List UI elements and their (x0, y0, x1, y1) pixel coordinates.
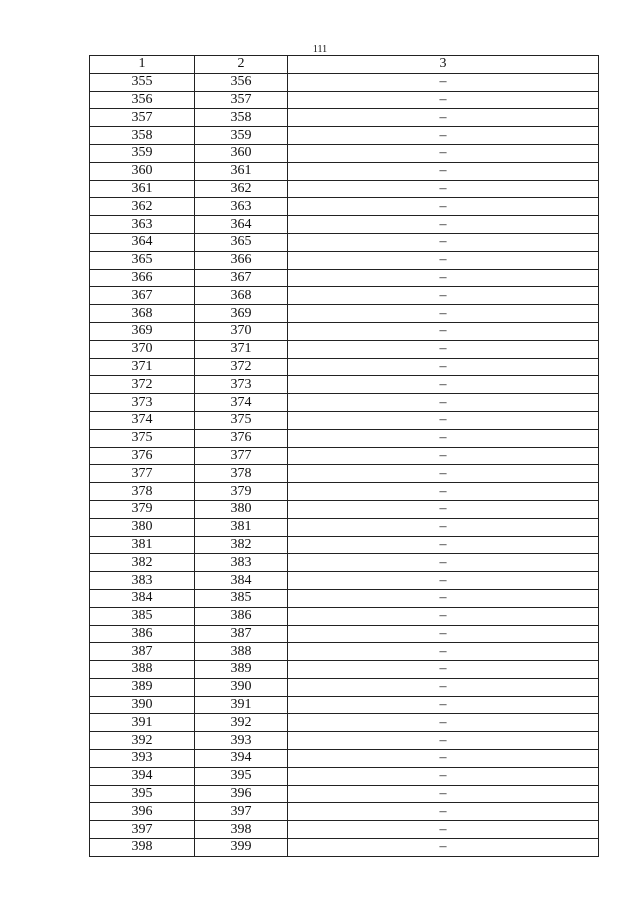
table-row (90, 447, 599, 465)
table-cell-col3: – (288, 251, 599, 269)
table-row (90, 144, 599, 162)
table-cell-col3: – (288, 821, 599, 839)
table-cell-col2: 381 (195, 518, 288, 536)
table-cell-col1: 383 (90, 572, 195, 590)
table-body (90, 73, 599, 856)
table-cell-col1: 388 (90, 661, 195, 679)
table-row (90, 322, 599, 340)
table-cell-col2: 397 (195, 803, 288, 821)
table-cell-col3: – (288, 572, 599, 590)
table-cell-col3: – (288, 678, 599, 696)
table-cell-col2: 363 (195, 198, 288, 216)
table-cell-col2: 392 (195, 714, 288, 732)
table-cell-col2: 372 (195, 358, 288, 376)
table-cell-col1: 376 (90, 447, 195, 465)
table-row (90, 376, 599, 394)
table-cell-col3: – (288, 803, 599, 821)
table-cell-col1: 359 (90, 144, 195, 162)
table-row (90, 411, 599, 429)
table-cell-col3: – (288, 750, 599, 768)
table-row (90, 162, 599, 180)
table-cell-col2: 396 (195, 785, 288, 803)
table-cell-col2: 361 (195, 162, 288, 180)
table-row (90, 518, 599, 536)
table-cell-col3: – (288, 429, 599, 447)
table-cell-col2: 391 (195, 696, 288, 714)
table-cell-col3: – (288, 714, 599, 732)
table-row (90, 233, 599, 251)
table-cell-col1: 395 (90, 785, 195, 803)
table-cell-col1: 382 (90, 554, 195, 572)
table-cell-col1: 361 (90, 180, 195, 198)
table-row (90, 572, 599, 590)
table-cell-col3: – (288, 216, 599, 234)
table-cell-col1: 358 (90, 127, 195, 145)
table-row (90, 127, 599, 145)
table-cell-col2: 379 (195, 483, 288, 501)
table-cell-col1: 375 (90, 429, 195, 447)
table-cell-col1: 394 (90, 767, 195, 785)
table-cell-col2: 360 (195, 144, 288, 162)
table-row (90, 678, 599, 696)
table-cell-col1: 355 (90, 73, 195, 91)
table-cell-col3: – (288, 465, 599, 483)
table-cell-col3: – (288, 305, 599, 323)
table-cell-col2: 367 (195, 269, 288, 287)
table-cell-col2: 386 (195, 607, 288, 625)
table-row (90, 269, 599, 287)
table-row (90, 500, 599, 518)
table-row (90, 394, 599, 412)
table-cell-col1: 374 (90, 411, 195, 429)
table-cell-col3: – (288, 643, 599, 661)
column-header-3: 3 (288, 56, 599, 74)
column-header-1: 1 (90, 56, 195, 74)
table-row (90, 750, 599, 768)
table-cell-col1: 381 (90, 536, 195, 554)
table-cell-col3: – (288, 661, 599, 679)
table-row (90, 305, 599, 323)
table-cell-col2: 380 (195, 500, 288, 518)
table-cell-col3: – (288, 144, 599, 162)
table-row (90, 251, 599, 269)
table-row (90, 483, 599, 501)
table-cell-col1: 391 (90, 714, 195, 732)
table-cell-col3: – (288, 269, 599, 287)
table-cell-col2: 356 (195, 73, 288, 91)
table-row (90, 732, 599, 750)
table-cell-col2: 357 (195, 91, 288, 109)
table-cell-col3: – (288, 767, 599, 785)
table-cell-col1: 370 (90, 340, 195, 358)
table-cell-col2: 373 (195, 376, 288, 394)
table-cell-col3: – (288, 73, 599, 91)
table-cell-col2: 371 (195, 340, 288, 358)
table-cell-col3: – (288, 180, 599, 198)
table-cell-col3: – (288, 198, 599, 216)
table-cell-col2: 358 (195, 109, 288, 127)
table-row (90, 287, 599, 305)
table-cell-col1: 366 (90, 269, 195, 287)
table-cell-col2: 383 (195, 554, 288, 572)
table-cell-col1: 372 (90, 376, 195, 394)
table-cell-col3: – (288, 287, 599, 305)
table-cell-col3: – (288, 447, 599, 465)
table-cell-col1: 398 (90, 839, 195, 857)
table-row (90, 589, 599, 607)
table-cell-col2: 374 (195, 394, 288, 412)
table-row (90, 465, 599, 483)
table-cell-col1: 363 (90, 216, 195, 234)
table-cell-col2: 394 (195, 750, 288, 768)
table-cell-col3: – (288, 518, 599, 536)
data-table (89, 55, 599, 857)
table-cell-col1: 360 (90, 162, 195, 180)
table-cell-col2: 399 (195, 839, 288, 857)
table-cell-col2: 369 (195, 305, 288, 323)
table-row (90, 821, 599, 839)
table-cell-col3: – (288, 536, 599, 554)
table-cell-col3: – (288, 696, 599, 714)
table-cell-col3: – (288, 162, 599, 180)
table-cell-col3: – (288, 358, 599, 376)
table-cell-col3: – (288, 483, 599, 501)
table-cell-col3: – (288, 554, 599, 572)
table-cell-col2: 364 (195, 216, 288, 234)
table-cell-col3: – (288, 322, 599, 340)
table-cell-col2: 387 (195, 625, 288, 643)
table-cell-col2: 389 (195, 661, 288, 679)
table-cell-col1: 364 (90, 233, 195, 251)
table-cell-col1: 365 (90, 251, 195, 269)
table-cell-col1: 369 (90, 322, 195, 340)
table-cell-col2: 393 (195, 732, 288, 750)
table-row (90, 607, 599, 625)
table-cell-col2: 398 (195, 821, 288, 839)
table-cell-col2: 378 (195, 465, 288, 483)
table-cell-col3: – (288, 91, 599, 109)
table-row (90, 696, 599, 714)
table-cell-col3: – (288, 839, 599, 857)
table-cell-col3: – (288, 589, 599, 607)
table-cell-col1: 389 (90, 678, 195, 696)
table-cell-col1: 368 (90, 305, 195, 323)
table-header-row (90, 56, 599, 74)
table-cell-col1: 367 (90, 287, 195, 305)
table-row (90, 536, 599, 554)
table-cell-col3: – (288, 376, 599, 394)
table-cell-col1: 392 (90, 732, 195, 750)
table-row (90, 198, 599, 216)
table-cell-col1: 396 (90, 803, 195, 821)
table-row (90, 358, 599, 376)
table-cell-col2: 368 (195, 287, 288, 305)
table-row (90, 216, 599, 234)
table-row (90, 429, 599, 447)
table-row (90, 643, 599, 661)
table-cell-col1: 393 (90, 750, 195, 768)
table-cell-col1: 377 (90, 465, 195, 483)
table-cell-col1: 356 (90, 91, 195, 109)
table-row (90, 73, 599, 91)
table-row (90, 839, 599, 857)
column-header-2: 2 (195, 56, 288, 74)
table-cell-col3: – (288, 394, 599, 412)
table-cell-col3: – (288, 233, 599, 251)
table-cell-col2: 370 (195, 322, 288, 340)
table-cell-col2: 384 (195, 572, 288, 590)
table-cell-col3: – (288, 109, 599, 127)
table-row (90, 340, 599, 358)
table-row (90, 767, 599, 785)
table-row (90, 180, 599, 198)
table-row (90, 554, 599, 572)
table-cell-col1: 380 (90, 518, 195, 536)
table-cell-col1: 386 (90, 625, 195, 643)
table-row (90, 714, 599, 732)
table-cell-col1: 384 (90, 589, 195, 607)
table-cell-col2: 376 (195, 429, 288, 447)
table-cell-col2: 366 (195, 251, 288, 269)
table-cell-col3: – (288, 607, 599, 625)
table-cell-col2: 359 (195, 127, 288, 145)
table-cell-col3: – (288, 340, 599, 358)
table-cell-col3: – (288, 127, 599, 145)
table-row (90, 91, 599, 109)
table-cell-col1: 373 (90, 394, 195, 412)
table-cell-col1: 397 (90, 821, 195, 839)
table-cell-col1: 390 (90, 696, 195, 714)
table-cell-col1: 371 (90, 358, 195, 376)
table-cell-col2: 395 (195, 767, 288, 785)
table-cell-col1: 357 (90, 109, 195, 127)
table-cell-col3: – (288, 411, 599, 429)
table-cell-col2: 362 (195, 180, 288, 198)
page-number: 111 (312, 44, 328, 55)
table-row (90, 661, 599, 679)
table-cell-col3: – (288, 785, 599, 803)
table-cell-col2: 388 (195, 643, 288, 661)
table-cell-col2: 382 (195, 536, 288, 554)
table-cell-col1: 387 (90, 643, 195, 661)
table-cell-col3: – (288, 732, 599, 750)
table-row (90, 785, 599, 803)
table-cell-col2: 365 (195, 233, 288, 251)
table-row (90, 109, 599, 127)
table-row (90, 803, 599, 821)
table-cell-col2: 385 (195, 589, 288, 607)
table-cell-col2: 377 (195, 447, 288, 465)
table-cell-col1: 362 (90, 198, 195, 216)
table-cell-col3: – (288, 625, 599, 643)
table-cell-col1: 378 (90, 483, 195, 501)
table-cell-col2: 375 (195, 411, 288, 429)
table-cell-col1: 385 (90, 607, 195, 625)
table-cell-col2: 390 (195, 678, 288, 696)
table-row (90, 625, 599, 643)
table-cell-col1: 379 (90, 500, 195, 518)
table-cell-col3: – (288, 500, 599, 518)
